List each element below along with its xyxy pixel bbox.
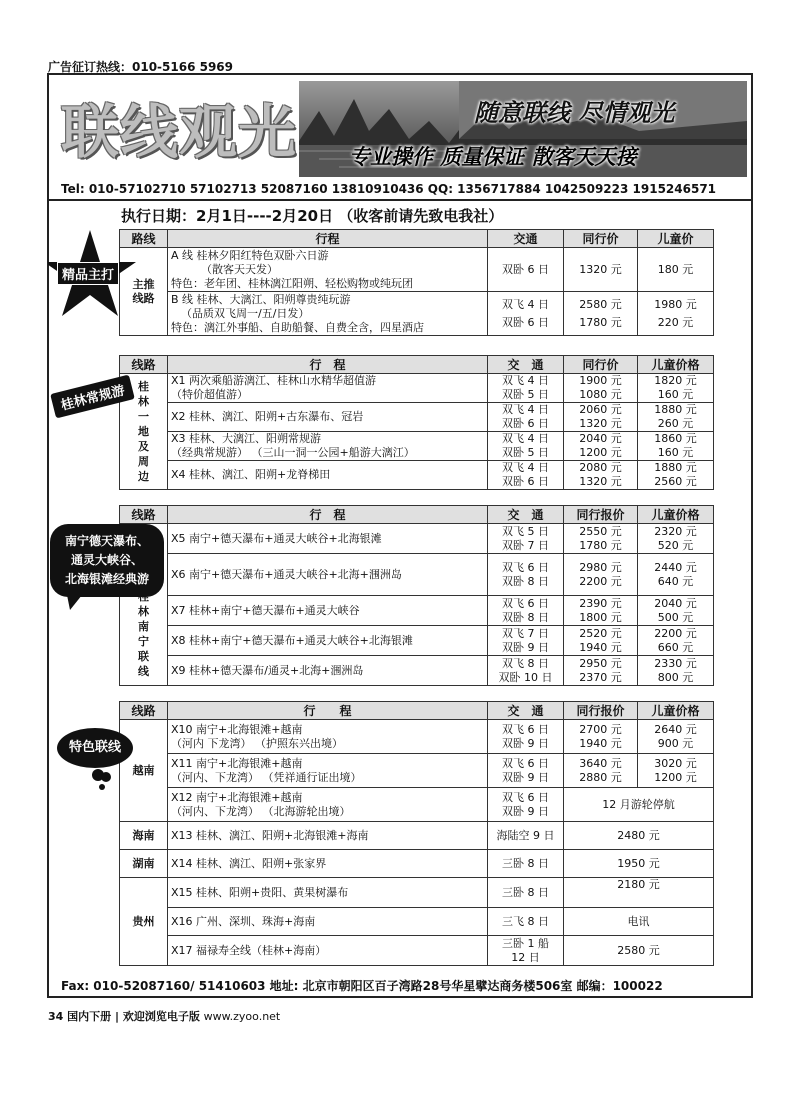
group-label: 海南 — [120, 822, 168, 850]
transport-cell: 双卧 6 日 — [488, 248, 564, 292]
transport-cell: 双飞 4 日 双卧 5 日 — [488, 374, 564, 403]
transport-cell: 海陆空 9 日 — [488, 822, 564, 850]
price-cell: 2480 元 — [564, 822, 714, 850]
transport-cell: 三飞 8 日 — [488, 908, 564, 936]
transport-cell: 双飞 4 日 双卧 6 日 — [488, 461, 564, 490]
child-price-cell: 180 元 — [638, 248, 714, 292]
price-cell: 1950 元 — [564, 850, 714, 878]
page-number: 34 国内下册 | 欢迎浏览电子版 — [48, 1010, 200, 1023]
table-special — [119, 701, 714, 966]
th-price: 同行报价 — [564, 702, 638, 720]
badge-nanning-classic: 南宁德天瀑布、 通灵大峡谷、 北海银滩经典游 — [50, 524, 164, 597]
price-cell: 2180 元 — [564, 878, 714, 908]
transport-cell: 双飞 8 日 双卧 10 日 — [488, 656, 564, 686]
transport-cell: 双飞 6 日 双卧 9 日 — [488, 720, 564, 754]
th-transport: 交 通 — [488, 506, 564, 524]
th-child-price: 儿童价 — [638, 230, 714, 248]
table-row: A 线 桂林夕阳红特色双卧六日游 （散客天天发） 特色：老年团、桂林漓江阳朔、轻松购物或纯玩团 — [168, 248, 488, 292]
badge-guilin-regular: 桂林常规游 — [50, 375, 135, 419]
th-transport: 交通 — [488, 230, 564, 248]
th-route: 线路 — [120, 702, 168, 720]
table-row: X4 桂林、漓江、阳朔+龙脊梯田 — [168, 461, 488, 490]
slogan-bottom: 专业操作 质量保证 散客天天接 — [349, 144, 637, 169]
execution-date: 执行日期：2月1日----2月20日 （收客前请先致电我社） — [121, 207, 504, 225]
transport-cell: 双飞 4 日 双卧 5 日 — [488, 432, 564, 461]
slogan-top: 随意联线 尽情观光 — [474, 98, 675, 127]
table-row: X11 南宁+北海银滩+越南 （河内、下龙湾） （凭祥通行证出境） — [168, 754, 488, 788]
child-price-cell: 1880 元 260 元 — [638, 403, 714, 432]
child-price-cell: 2200 元 660 元 — [638, 626, 714, 656]
th-price: 同行价 — [564, 356, 638, 374]
contact-phones: Tel: 010-57102710 57102713 52087160 13810910436 QQ: 1356717884 1042509223 1915246571 — [61, 182, 717, 196]
transport-cell: 三卧 8 日 — [488, 878, 564, 908]
table-row: X13 桂林、漓江、阳朔+北海银滩+海南 — [168, 822, 488, 850]
ad-hotline: 广告征订热线：010-5166 5969 — [48, 60, 234, 74]
transport-cell: 双飞 6 日 双卧 8 日 — [488, 596, 564, 626]
table-row: X7 桂林+南宁+德天瀑布+通灵大峡谷 — [168, 596, 488, 626]
transport-cell: 三卧 1 船 12 日 — [488, 936, 564, 966]
child-price-cell: 1860 元 160 元 — [638, 432, 714, 461]
price-cell: 2060 元 1320 元 — [564, 403, 638, 432]
child-price-cell: 2320 元 520 元 — [638, 524, 714, 554]
table-row: X15 桂林、阳朔+贵阳、黄果树瀑布 — [168, 878, 488, 908]
badge-special-lines: 特色联线 — [57, 728, 133, 768]
price-cell: 2580 元 1780 元 — [564, 292, 638, 336]
th-route: 路线 — [120, 230, 168, 248]
price-cell: 2040 元 1200 元 — [564, 432, 638, 461]
price-cell: 3640 元 2880 元 — [564, 754, 638, 788]
th-itinerary: 行程 — [168, 230, 488, 248]
th-route: 线路 — [120, 506, 168, 524]
th-child-price: 儿童价格 — [638, 702, 714, 720]
badge-featured: 精品主打 — [57, 262, 119, 285]
th-route: 线路 — [120, 356, 168, 374]
price-cell: 2390 元 1800 元 — [564, 596, 638, 626]
table-row: X8 桂林+南宁+德天瀑布+通灵大峡谷+北海银滩 — [168, 626, 488, 656]
group-label: 贵州 — [120, 878, 168, 966]
child-price-cell: 2330 元 800 元 — [638, 656, 714, 686]
child-price-cell: 1880 元 2560 元 — [638, 461, 714, 490]
price-cell: 1320 元 — [564, 248, 638, 292]
child-price-cell: 1980 元 220 元 — [638, 292, 714, 336]
table-featured — [119, 229, 714, 336]
transport-cell: 双飞 4 日 双卧 6 日 — [488, 403, 564, 432]
website-link[interactable]: www.zyoo.net — [203, 1010, 281, 1023]
th-child-price: 儿童价格 — [638, 356, 714, 374]
transport-cell: 双飞 7 日 双卧 9 日 — [488, 626, 564, 656]
child-price-cell: 2440 元 640 元 — [638, 554, 714, 596]
price-cell: 2580 元 — [564, 936, 714, 966]
transport-cell: 双飞 6 日 双卧 8 日 — [488, 554, 564, 596]
price-cell: 2520 元 1940 元 — [564, 626, 638, 656]
th-itinerary: 行 程 — [168, 356, 488, 374]
price-cell: 1900 元 1080 元 — [564, 374, 638, 403]
th-transport: 交 通 — [488, 356, 564, 374]
price-cell: 电讯 — [564, 908, 714, 936]
thought-cloud-icon — [90, 768, 116, 792]
group-label: 林 南 宁 联 线 — [120, 524, 168, 686]
table-row: X6 南宁+德天瀑布+通灵大峡谷+北海+涠洲岛 — [168, 554, 488, 596]
table-row: X2 桂林、漓江、阳朔+古东瀑布、冠岩 — [168, 403, 488, 432]
price-cell: 2980 元 2200 元 — [564, 554, 638, 596]
child-price-cell: 2040 元 500 元 — [638, 596, 714, 626]
th-child-price: 儿童价格 — [638, 506, 714, 524]
table-row: X14 桂林、漓江、阳朔+张家界 — [168, 850, 488, 878]
group-label: 湖南 — [120, 850, 168, 878]
th-price: 同行报价 — [564, 506, 638, 524]
table-row: X1 两次乘船游漓江、桂林山水精华超值游 （特价超值游） — [168, 374, 488, 403]
group-label: 越南 — [120, 720, 168, 822]
child-price-cell: 1820 元 160 元 — [638, 374, 714, 403]
banner — [49, 75, 751, 179]
transport-cell: 双飞 6 日 双卧 9 日 — [488, 788, 564, 822]
transport-cell: 双飞 5 日 双卧 7 日 — [488, 524, 564, 554]
transport-cell: 双飞 6 日 双卧 9 日 — [488, 754, 564, 788]
price-cell: 2080 元 1320 元 — [564, 461, 638, 490]
table-nanning — [119, 505, 714, 686]
cruise-suspended-note: 12 月游轮停航 — [564, 788, 714, 822]
th-itinerary: 行 程 — [168, 702, 488, 720]
table-guilin — [119, 355, 714, 490]
th-itinerary: 行 程 — [168, 506, 488, 524]
price-cell: 2550 元 1780 元 — [564, 524, 638, 554]
price-cell: 2700 元 1940 元 — [564, 720, 638, 754]
transport-cell: 三卧 8 日 — [488, 850, 564, 878]
table-row: X5 南宁+德天瀑布+通灵大峡谷+北海银滩 — [168, 524, 488, 554]
table-row: X3 桂林、大漓江、阳朔常规游 （经典常规游） （三山一洞一公园+船游大漓江） — [168, 432, 488, 461]
table-row: X17 福禄寿全线（桂林+海南） — [168, 936, 488, 966]
group-label: 桂 林 一 地 及 周 边 — [120, 374, 168, 490]
page-info — [48, 1008, 280, 1024]
transport-cell: 双飞 4 日 双卧 6 日 — [488, 292, 564, 336]
table-row: B 线 桂林、大漓江、阳朔尊贵纯玩游 （品质双飞周一/五/日发） 特色：漓江外事船、自助船餐、自费全含，四星酒店 — [168, 292, 488, 336]
table-row: X9 桂林+德天瀑布/通灵+北海+涠洲岛 — [168, 656, 488, 686]
th-price: 同行价 — [564, 230, 638, 248]
table-row: X10 南宁+北海银滩+越南 （河内 下龙湾） （护照东兴出境） — [168, 720, 488, 754]
divider — [49, 199, 751, 201]
footer-contact: Fax: 010-52087160/ 51410603 地址: 北京市朝阳区百子湾路28号华星擘达商务楼506室 邮编：100022 — [61, 979, 663, 993]
logo-text: 联线观光 — [61, 98, 298, 166]
group-label: 主推 线路 — [120, 248, 168, 336]
price-cell: 2950 元 2370 元 — [564, 656, 638, 686]
child-price-cell: 2640 元 900 元 — [638, 720, 714, 754]
child-price-cell: 3020 元 1200 元 — [638, 754, 714, 788]
table-row: X12 南宁+北海银滩+越南 （河内、下龙湾） （北海游轮出境） — [168, 788, 488, 822]
th-transport: 交 通 — [488, 702, 564, 720]
table-row: X16 广州、深圳、珠海+海南 — [168, 908, 488, 936]
